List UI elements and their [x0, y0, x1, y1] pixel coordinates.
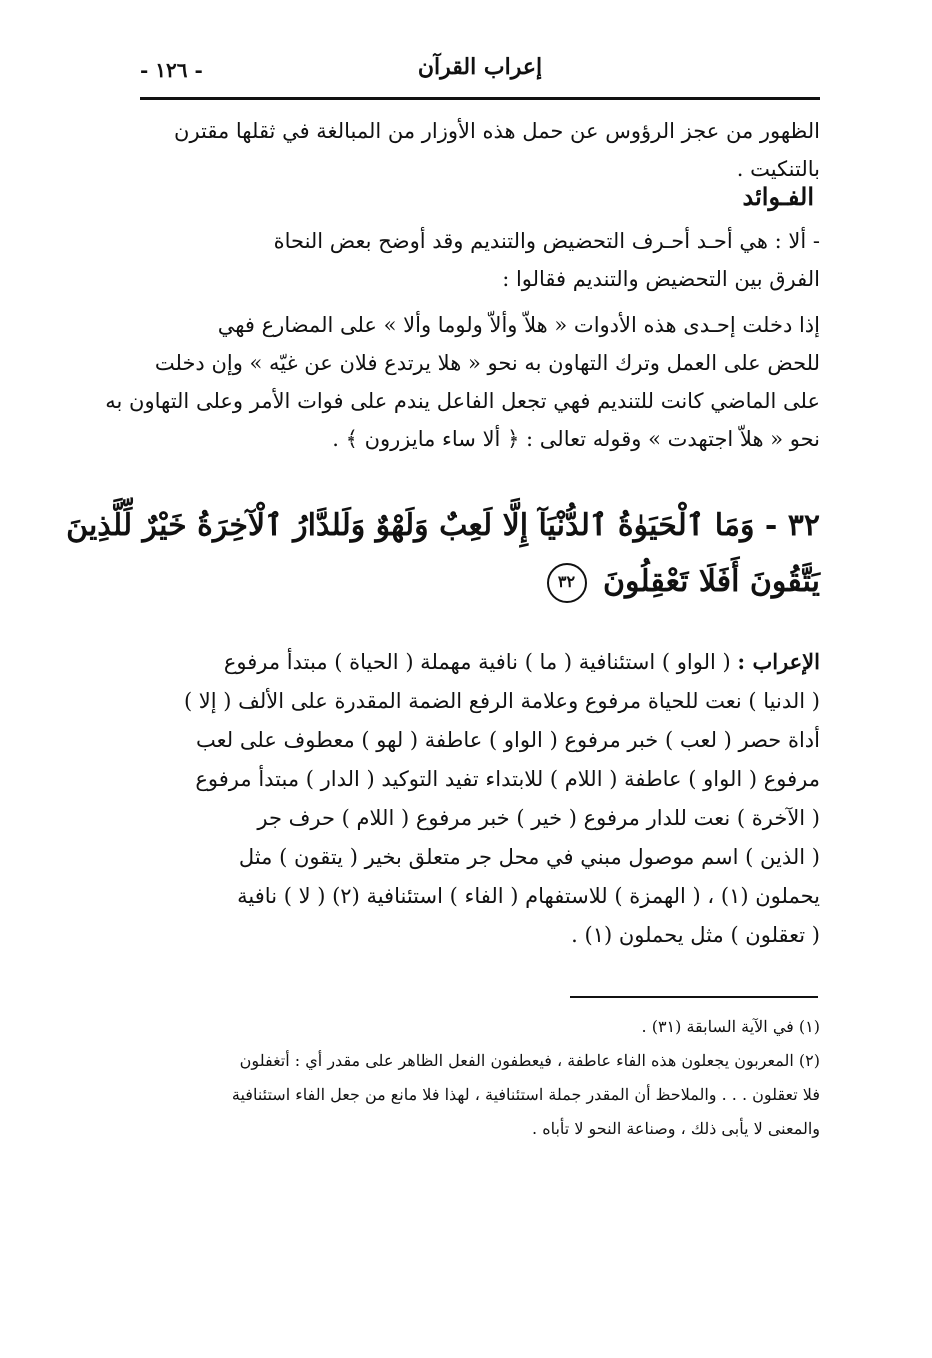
- irab-paragraph: [110, 642, 820, 955]
- page-title: إعراب القرآن: [417, 54, 543, 80]
- irab-line: مرفوع ( الواو ) عاطفة ( اللام ) للابتداء تفيد التوكيد ( الدار ) مبتدأ مرفوع: [195, 767, 820, 791]
- fawaid-heading: الفـوائد: [742, 182, 814, 211]
- irab-line: [110, 642, 820, 682]
- fawaid-line: الفرق بين التحضيض والتنديم فقالوا :: [502, 267, 820, 291]
- header-divider: [140, 97, 820, 100]
- fawaid-line: إذا دخلت إحـدى هذه الأدوات « هلاّ وألاّ ولوما وألا » على المضارع فهي: [217, 313, 820, 337]
- page-header: [140, 50, 820, 94]
- footnote-line: (١) في الآية السابقة (٣١) .: [641, 1017, 820, 1036]
- fawaid-line: نحو « هلاّ اجتهدت » وقوله تعالى : ﴿ ألا ساء مايزرون ﴾ .: [332, 427, 820, 451]
- verse-line: ٣٢ - وَمَا ٱلْحَيَوٰةُ ٱلدُّنْيَآ إِلَّا لَعِبٌ وَلَهْوٌ وَلَلدَّارُ ٱلْآخِرَةُ خَيْرٌ لِّلَّذِينَ: [66, 508, 820, 543]
- footnote-line: والمعنى لا يأبى ذلك ، وصناعة النحو لا تأباه .: [532, 1119, 820, 1138]
- verse-line: [150, 554, 820, 610]
- footnote-line: (٢) المعربون يجعلون هذه الفاء عاطفة ، فيعطفون الفعل الظاهر على مقدر أي : أتغفلون: [239, 1051, 820, 1070]
- irab-line: أداة حصر ( لعب ) خبر مرفوع ( الواو ) عاطفة ( لهو ) معطوف على لعب: [196, 728, 820, 752]
- irab-first-text: ( الواو ) استئنافية ( ما ) نافية مهملة ( الحياة ) مبتدأ مرفوع: [223, 650, 731, 674]
- fawaid-line: للحض على العمل وترك التهاون به نحو « هلا يرتدع فلان عن غيّه » وإن دخلت: [154, 351, 820, 375]
- fawaid-line: على الماضي كانت للتنديم فهي تجعل الفاعل يندم على فوات الأمر وعلى التهاون به: [105, 389, 820, 413]
- irab-label: الإعراب :: [737, 649, 820, 674]
- verse-text: يَتَّقُونَ أَفَلَا تَعْقِلُونَ: [602, 564, 820, 599]
- irab-line: ( الدنيا ) نعت للحياة مرفوع وعلامة الرفع الضمة المقدرة على الألف ( إلا ): [183, 689, 820, 713]
- footnotes: [130, 1010, 820, 1146]
- verse-number-marker: ٣٢: [547, 563, 587, 603]
- footnote-line: فلا تعقلون . . . والملاحظ أن المقدر جملة استئنافية ، لهذا فلا مانع من جعل الفاء استئنافية: [231, 1085, 820, 1104]
- fawaid-line: - ألا : هي أحـد أحـرف التحضيض والتنديم وقد أوضح بعض النحاة: [273, 229, 820, 253]
- intro-line: الظهور من عجز الرؤوس عن حمل هذه الأوزار من المبالغة في ثقلها مقترن: [174, 119, 820, 143]
- fawaid-paragraph: [105, 222, 820, 458]
- irab-line: ( تعقلون ) مثل يحملون (١) .: [571, 923, 820, 947]
- intro-paragraph: [110, 112, 820, 188]
- quran-verse: [66, 498, 820, 610]
- intro-line: بالتنكيت .: [736, 157, 820, 181]
- page-number: - ١٢٦ -: [140, 58, 203, 82]
- footnote-divider: [570, 996, 818, 998]
- irab-line: ( الذين ) اسم موصول مبني في محل جر متعلق بخير ( يتقون ) مثل: [238, 845, 820, 869]
- irab-line: يحملون (١) ، ( الهمزة ) للاستفهام ( الفاء ) استئنافية (٢) ( لا ) نافية: [237, 884, 820, 908]
- irab-line: ( الآخرة ) نعت للدار مرفوع ( خير ) خبر مرفوع ( اللام ) حرف جر: [257, 806, 820, 830]
